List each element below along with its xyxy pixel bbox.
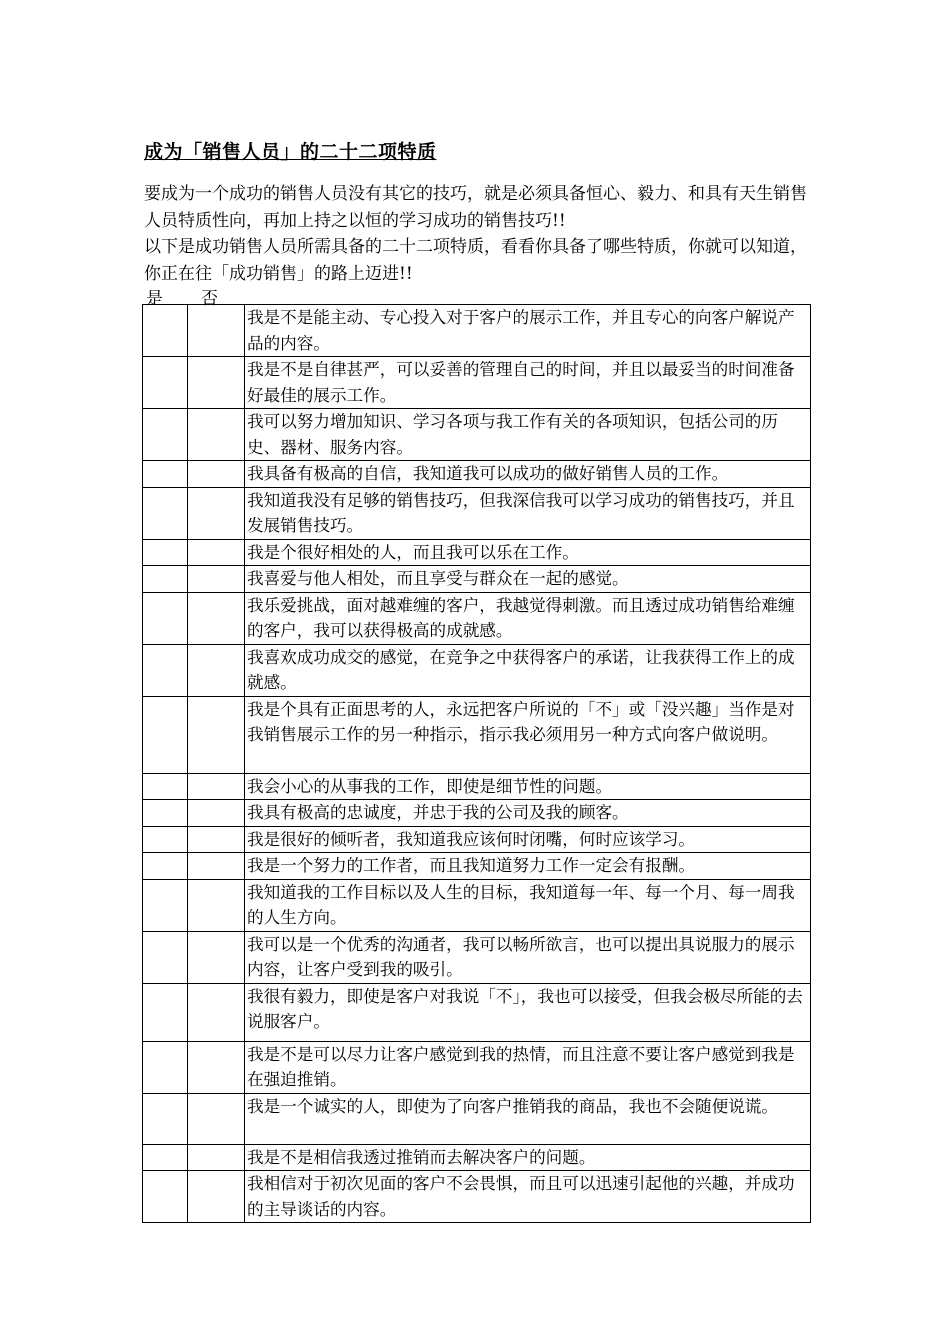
table-row: [143, 1093, 811, 1144]
table-row: [143, 305, 811, 357]
table-row: [143, 800, 811, 827]
trait-statement: 我是很好的倾听者，我知道我应该何时闭嘴，何时应该学习。: [245, 826, 811, 853]
no-column-header: 否: [201, 289, 218, 309]
yes-checkbox-cell[interactable]: [143, 1041, 188, 1093]
trait-statement: 我是不是可以尽力让客户感觉到我的热情，而且注意不要让客户感觉到我是在强迫推销。: [245, 1041, 811, 1093]
no-checkbox-cell[interactable]: [188, 357, 245, 409]
no-checkbox-cell[interactable]: [188, 853, 245, 880]
page-title: 成为「销售人员」的二十二项特质: [144, 141, 437, 163]
yes-checkbox-cell[interactable]: [143, 409, 188, 461]
trait-statement: 我相信对于初次见面的客户不会畏惧，而且可以迅速引起他的兴趣，并成功的主导谈话的内容。: [245, 1171, 811, 1223]
trait-checklist-table: [142, 304, 811, 1223]
trait-statement: 我可以努力增加知识、学习各项与我工作有关的各项知识，包括公司的历史、器材、服务内容。: [245, 409, 811, 461]
table-row: [143, 826, 811, 853]
yes-checkbox-cell[interactable]: [143, 487, 188, 539]
table-row: [143, 357, 811, 409]
yes-column-header: 是: [146, 289, 163, 309]
yes-checkbox-cell[interactable]: [143, 644, 188, 696]
yes-checkbox-cell[interactable]: [143, 461, 188, 488]
no-checkbox-cell[interactable]: [188, 773, 245, 800]
table-row: [143, 931, 811, 983]
yes-checkbox-cell[interactable]: [143, 853, 188, 880]
table-row: [143, 773, 811, 800]
yes-checkbox-cell[interactable]: [143, 696, 188, 773]
table-row: [143, 487, 811, 539]
table-row: [143, 409, 811, 461]
no-checkbox-cell[interactable]: [188, 487, 245, 539]
trait-statement: 我是不是自律甚严，可以妥善的管理自己的时间，并且以最妥当的时间准备好最佳的展示工作。: [245, 357, 811, 409]
no-checkbox-cell[interactable]: [188, 461, 245, 488]
intro-paragraph: 要成为一个成功的销售人员没有其它的技巧，就是必须具备恒心、毅力、和具有天生销售人员特质性向，再加上持之以恒的学习成功的销售技巧!!: [144, 184, 807, 231]
yes-checkbox-cell[interactable]: [143, 592, 188, 644]
no-checkbox-cell[interactable]: [188, 696, 245, 773]
yes-checkbox-cell[interactable]: [143, 1171, 188, 1223]
table-row: [143, 539, 811, 566]
trait-statement: 我具有极高的忠诚度，并忠于我的公司及我的顾客。: [245, 800, 811, 827]
no-checkbox-cell[interactable]: [188, 931, 245, 983]
no-checkbox-cell[interactable]: [188, 879, 245, 931]
table-row: [143, 592, 811, 644]
trait-statement: 我喜欢成功成交的感觉，在竞争之中获得客户的承诺，让我获得工作上的成就感。: [245, 644, 811, 696]
trait-statement: 我很有毅力，即使是客户对我说「不」，我也可以接受，但我会极尽所能的去说服客户。: [245, 983, 811, 1041]
table-row: [143, 1171, 811, 1223]
yes-checkbox-cell[interactable]: [143, 1093, 188, 1144]
no-checkbox-cell[interactable]: [188, 800, 245, 827]
trait-statement: 我是个很好相处的人，而且我可以乐在工作。: [245, 539, 811, 566]
no-checkbox-cell[interactable]: [188, 539, 245, 566]
yes-checkbox-cell[interactable]: [143, 983, 188, 1041]
trait-statement: 我是不是能主动、专心投入对于客户的展示工作，并且专心的向客户解说产品的内容。: [245, 305, 811, 357]
table-row: [143, 879, 811, 931]
no-checkbox-cell[interactable]: [188, 826, 245, 853]
table-row: [143, 566, 811, 593]
yes-checkbox-cell[interactable]: [143, 931, 188, 983]
no-checkbox-cell[interactable]: [188, 409, 245, 461]
trait-statement: 我知道我的工作目标以及人生的目标，我知道每一年、每一个月、每一周我的人生方向。: [245, 879, 811, 931]
trait-statement: 我可以是一个优秀的沟通者，我可以畅所欲言，也可以提出具说服力的展示内容，让客户受到我的吸引。: [245, 931, 811, 983]
trait-statement: 我是一个努力的工作者，而且我知道努力工作一定会有报酬。: [245, 853, 811, 880]
table-row: [143, 1041, 811, 1093]
no-checkbox-cell[interactable]: [188, 983, 245, 1041]
trait-statement: 我是个具有正面思考的人，永远把客户所说的「不」或「没兴趣」当作是对我销售展示工作的另一种指示，指示我必须用另一种方式向客户做说明。: [245, 696, 811, 773]
table-row: [143, 696, 811, 773]
intro-paragraph: 以下是成功销售人员所需具备的二十二项特质，看看你具备了哪些特质，你就可以知道，你正在往「成功销售」的路上迈进!!: [144, 237, 807, 284]
no-checkbox-cell[interactable]: [188, 1144, 245, 1171]
yes-checkbox-cell[interactable]: [143, 1144, 188, 1171]
table-row: [143, 644, 811, 696]
trait-statement: 我会小心的从事我的工作，即使是细节性的问题。: [245, 773, 811, 800]
trait-statement: 我是不是相信我透过推销而去解决客户的问题。: [245, 1144, 811, 1171]
yes-checkbox-cell[interactable]: [143, 826, 188, 853]
trait-statement: 我乐爱挑战，面对越难缠的客户，我越觉得刺激。而且透过成功销售给难缠的客户，我可以获得极高的成就感。: [245, 592, 811, 644]
no-checkbox-cell[interactable]: [188, 644, 245, 696]
no-checkbox-cell[interactable]: [188, 566, 245, 593]
yes-checkbox-cell[interactable]: [143, 357, 188, 409]
yes-checkbox-cell[interactable]: [143, 800, 188, 827]
yes-checkbox-cell[interactable]: [143, 566, 188, 593]
no-checkbox-cell[interactable]: [188, 1093, 245, 1144]
trait-statement: 我是一个诚实的人，即使为了向客户推销我的商品，我也不会随便说谎。: [245, 1093, 811, 1144]
no-checkbox-cell[interactable]: [188, 305, 245, 357]
table-row: [143, 983, 811, 1041]
yes-checkbox-cell[interactable]: [143, 773, 188, 800]
trait-statement: 我知道我没有足够的销售技巧，但我深信我可以学习成功的销售技巧，并且发展销售技巧。: [245, 487, 811, 539]
table-row: [143, 1144, 811, 1171]
yes-checkbox-cell[interactable]: [143, 305, 188, 357]
trait-statement: 我具备有极高的自信，我知道我可以成功的做好销售人员的工作。: [245, 461, 811, 488]
yes-checkbox-cell[interactable]: [143, 539, 188, 566]
no-checkbox-cell[interactable]: [188, 1041, 245, 1093]
table-row: [143, 853, 811, 880]
trait-statement: 我喜爱与他人相处，而且享受与群众在一起的感觉。: [245, 566, 811, 593]
intro-text: [144, 181, 814, 287]
table-row: [143, 461, 811, 488]
yes-checkbox-cell[interactable]: [143, 879, 188, 931]
no-checkbox-cell[interactable]: [188, 1171, 245, 1223]
no-checkbox-cell[interactable]: [188, 592, 245, 644]
